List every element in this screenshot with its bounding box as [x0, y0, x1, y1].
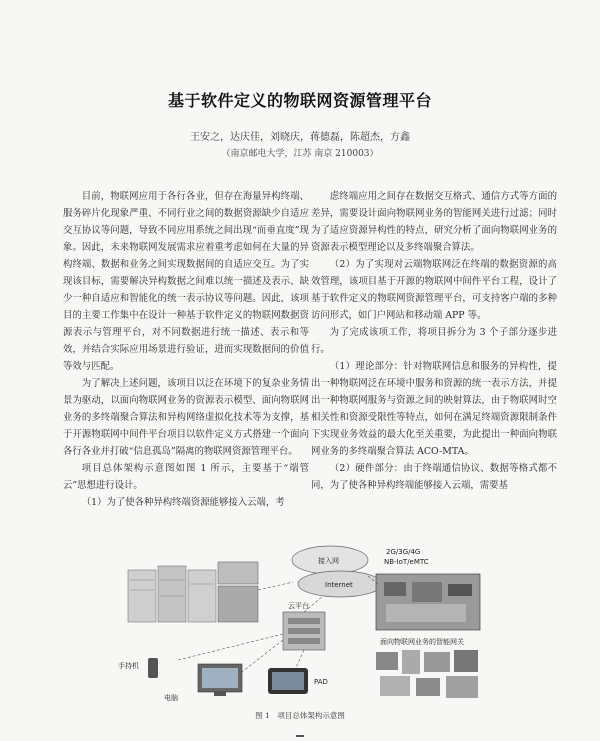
- protocol-label-2: NB-IoT/eMTC: [384, 558, 429, 566]
- access-network-label: 接入网: [318, 557, 339, 565]
- pc-device: [164, 664, 242, 702]
- right-paragraph-2: （2）为了实现对云端物联网泛在终端的数据资源的高效管理，该项目基于开源的物联网中间件平台工程，设计了基于软件定义的物联网资源管理平台，可支持客户端的多种访问形式，如门户网站和移动端 APP 等。: [311, 259, 557, 321]
- left-paragraph-1: 目前，物联网应用于各行各业，但存在海量异构终端、服务碎片化现象严重、不同行业之间的数据资源缺少自适应交互协议等问题，导致不同应用系统之间出现“而垂直度”现象。因此，未来物联网发展需求应着重考虑如何在大量的异构终端、数据和业务之间实现数据间的自适应交互。为了实现该目标，需要解决异构数据之间难以统一描述及表示、缺少一种自适应和智能化的统一表示协议等问题。因此，该项目的主要工作集中在设计一种基于软件定义的物联网数据资源表示与管理平台，对不同数据进行统一描述、表示和等效，并结合实际应用场景进行验证，进而实现数据间的价值等效与匹配。: [63, 191, 309, 372]
- access-network-cloud: [292, 546, 368, 574]
- pad-device: [268, 668, 328, 694]
- left-paragraph-4: （1）为了使各种异构终端资源能够接入云端，考: [81, 497, 285, 508]
- right-paragraph-5: （2）硬件部分：由于终端通信协议、数据等格式都不同，为了使各种异构终端能够接入云端，需要基: [311, 463, 557, 491]
- server-rack-group: [128, 562, 258, 622]
- paper-affiliation: （南京邮电大学，江苏 南京 210003）: [221, 149, 379, 159]
- pc-label: 电脑: [164, 694, 178, 702]
- paper-title: 基于软件定义的物联网资源管理平台: [167, 91, 432, 110]
- page-mark: [296, 735, 304, 737]
- architecture-figure: [118, 540, 488, 705]
- device-cluster: [376, 650, 478, 698]
- left-paragraph-3: 项目总体架构示意图如图 1 所示，主要基于“端管云”思想进行设计。: [63, 463, 309, 491]
- left-column: [63, 188, 309, 511]
- paper-authors: 王安之，达庆佳，刘晓庆，蒋德磊，陈超杰，方鑫: [190, 132, 410, 143]
- right-paragraph-1: 虑终端应用之间存在数据交互格式、通信方式等方面的差异，需要设计面向物联网业务的智能网关进行过滤；同时为了适应资源异构性的特点，研究分析了面向物联网业务的资源表示模型理论以及多终端聚合算法。: [311, 191, 557, 253]
- internet-cloud: [298, 571, 382, 597]
- cloud-platform-group: [283, 601, 325, 650]
- figure-caption: 图 1 项目总体架构示意图: [255, 711, 345, 720]
- protocol-label: 2G/3G/4G: [386, 548, 421, 556]
- right-column: [311, 188, 557, 494]
- handheld-device: [118, 658, 158, 678]
- internet-label: Internet: [325, 581, 353, 589]
- handheld-label: 手持机: [118, 662, 139, 670]
- right-paragraph-3: 为了完成该项工作，将项目拆分为 3 个子部分逐步进行。: [311, 327, 557, 355]
- gateway-board-group: [376, 574, 480, 646]
- pad-label: PAD: [314, 678, 328, 686]
- left-paragraph-2: 为了解决上述问题，该项目以泛在环境下的复杂业务情景为驱动，以面向物联网业务的资源表示模型、面向物联网业务的多终端聚合算法和异构网络虚拟化技术等为支撑，基于开源物联网中间件平台项目以软件定义方式搭建一个面向各行各业并打破“信息孤岛”隔离的物联网资源管理平台。: [63, 378, 309, 457]
- cloud-platform-label: 云平台: [288, 602, 309, 610]
- gateway-label: 面向物联网业务的智能网关: [380, 638, 464, 646]
- right-paragraph-4: （1）理论部分：针对物联网信息和服务的异构性，提出一种物联网泛在环境中服务和资源的统一表示方法，并提出一种物联网服务与资源之间的映射算法，由于物联网时空相关性和资源受限性等特点，如何在满足终端资源限制条件下实现业务效益的最大化至关重要，为此提出一种面向物联网业务的多终端聚合算法 ACO-MTA。: [311, 361, 557, 457]
